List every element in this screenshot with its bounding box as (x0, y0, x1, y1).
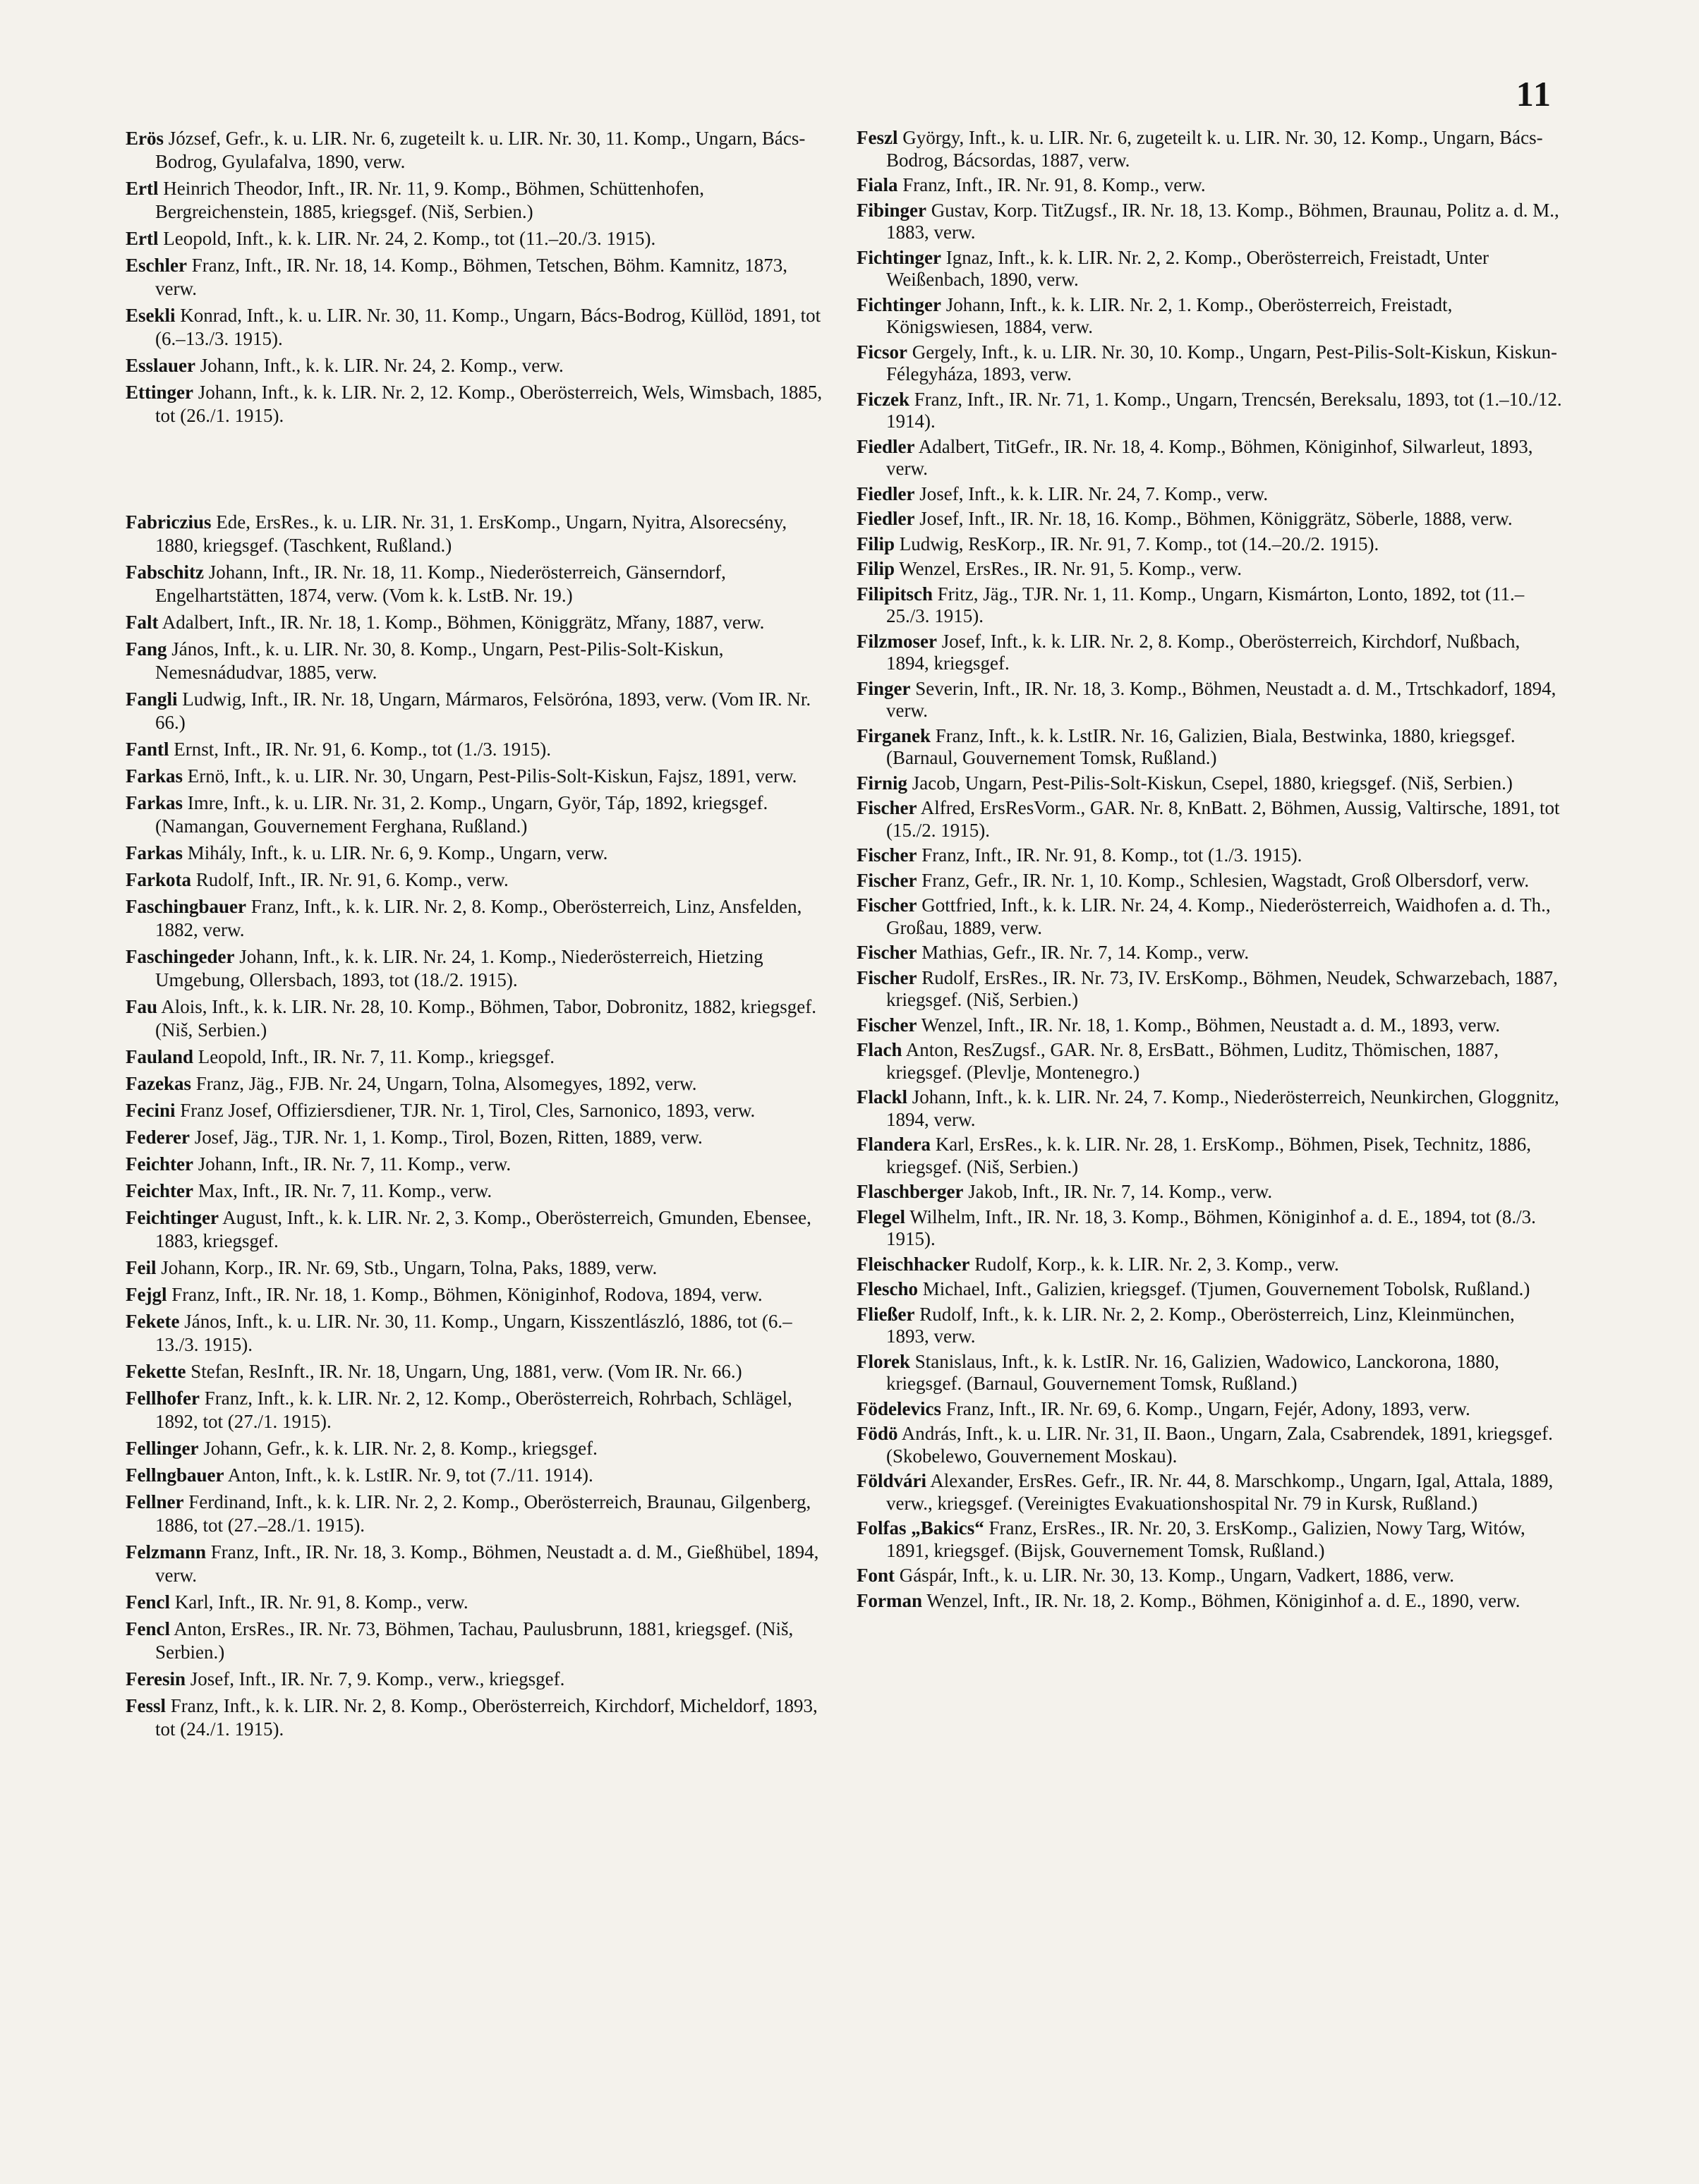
register-entry (126, 895, 831, 942)
register-entry (857, 1565, 1562, 1587)
register-entry (126, 1256, 831, 1280)
entry-surname: Flach (857, 1039, 902, 1060)
entry-surname: Farkas (126, 842, 183, 863)
entry-surname: Filipitsch (857, 583, 933, 605)
entry-surname: Fekette (126, 1361, 186, 1382)
register-entry (126, 1591, 831, 1614)
register-entry (126, 868, 831, 892)
entry-details: Jakob, Inft., IR. Nr. 7, 14. Komp., verw. (968, 1181, 1273, 1202)
entry-surname: Feresin (126, 1668, 186, 1689)
entry-details: Franz, Inft., IR. Nr. 18, 3. Komp., Böhmen, Neustadt a. d. M., Gießhübel, 1894, verw. (155, 1541, 819, 1586)
entry-surname: Fellngbauer (126, 1464, 224, 1486)
entry-details: Michael, Inft., Galizien, kriegsgef. (Tjumen, Gouvernement Tobolsk, Rußland.) (922, 1278, 1530, 1299)
register-entry (126, 765, 831, 788)
entry-details: József, Gefr., k. u. LIR. Nr. 6, zugeteilt k. u. LIR. Nr. 30, 11. Komp., Ungarn, Bács-Bodrog, Gyulafalva, 1890, verw. (155, 128, 806, 172)
entry-details: Franz, Inft., IR. Nr. 91, 8. Komp., verw. (902, 174, 1206, 195)
entry-surname: Flandera (857, 1134, 931, 1155)
entry-surname: Font (857, 1565, 895, 1586)
register-entry (126, 1668, 831, 1691)
entry-surname: Fiedler (857, 483, 915, 504)
entry-details: Johann, Inft., k. k. LIR. Nr. 24, 2. Komp., verw. (200, 355, 564, 376)
entry-details: Alexander, ErsRes. Gefr., IR. Nr. 44, 8. Marschkomp., Ungarn, Igal, Attala, 1889, verw., kriegsgef. (Vereinigtes Evakuationshospital Nr. 79 in Kursk, Rußland.) (886, 1470, 1554, 1514)
register-entry (857, 1351, 1562, 1395)
entry-details: Josef, Inft., k. k. LIR. Nr. 24, 7. Komp., verw. (919, 483, 1269, 504)
register-entry (126, 511, 831, 557)
register-entry (126, 1179, 831, 1203)
register-entry (126, 1126, 831, 1149)
entry-surname: Fangli (126, 688, 178, 710)
register-entry (126, 1045, 831, 1069)
entry-details: Rudolf, Inft., k. k. LIR. Nr. 2, 2. Komp., Oberösterreich, Linz, Kleinmünchen, 1893, verw. (886, 1303, 1515, 1347)
register-entry (126, 127, 831, 174)
entry-details: Josef, Jäg., TJR. Nr. 1, 1. Komp., Tirol, Bozen, Ritten, 1889, verw. (194, 1127, 703, 1148)
entry-surname: Fischer (857, 844, 917, 866)
register-entry (126, 1206, 831, 1253)
entry-details: Ferdinand, Inft., k. k. LIR. Nr. 2, 2. Komp., Oberösterreich, Braunau, Gilgenberg, 1886, tot (27.–28./1. 1915). (155, 1491, 811, 1536)
entry-surname: Fiedler (857, 435, 915, 457)
entry-surname: Eschler (126, 255, 187, 276)
entry-details: Franz Josef, Offiziersdiener, TJR. Nr. 1, Tirol, Cles, Sarnonico, 1893, verw. (180, 1100, 756, 1121)
entry-details: Alfred, ErsResVorm., GAR. Nr. 8, KnBatt. 2, Böhmen, Aussig, Valtirsche, 1891, tot (15./2. 1915). (886, 797, 1560, 841)
entry-details: Franz, Gefr., IR. Nr. 1, 10. Komp., Schlesien, Wagstadt, Groß Olbersdorf, verw. (921, 869, 1530, 891)
register-entry (857, 1181, 1562, 1203)
register-entry (126, 1541, 831, 1587)
entry-details: Johann, Korp., IR. Nr. 69, Stb., Ungarn, Tolna, Paks, 1889, verw. (161, 1257, 658, 1278)
entry-surname: Flaschberger (857, 1181, 964, 1202)
entry-details: Johann, Inft., IR. Nr. 7, 11. Komp., verw. (198, 1153, 512, 1175)
entry-surname: Fekete (126, 1311, 180, 1332)
entry-surname: Fencl (126, 1618, 170, 1639)
entry-details: Gustav, Korp. TitZugsf., IR. Nr. 18, 13. Komp., Böhmen, Braunau, Politz a. d. M., 1883, verw. (886, 199, 1559, 243)
entry-surname: Filip (857, 533, 895, 554)
entry-surname: Fischer (857, 869, 917, 891)
register-entry (857, 1254, 1562, 1276)
entry-details: August, Inft., k. k. LIR. Nr. 2, 3. Komp., Oberösterreich, Gmunden, Ebensee, 1883, kriegsgef. (155, 1207, 811, 1251)
entry-details: Gottfried, Inft., k. k. LIR. Nr. 24, 4. Komp., Niederösterreich, Waidhofen a. d. Th., Großau, 1889, verw. (886, 894, 1551, 938)
entry-details: Severin, Inft., IR. Nr. 18, 3. Komp., Böhmen, Neustadt a. d. M., Trtschkadorf, 1894, verw. (886, 677, 1556, 721)
register-entry (857, 678, 1562, 722)
register-entry (857, 341, 1562, 386)
register-entry (126, 1153, 831, 1176)
entry-surname: Fantl (126, 739, 169, 760)
register-entry (126, 561, 831, 607)
register-entry (857, 797, 1562, 842)
register-entry (126, 688, 831, 734)
register-entry (857, 436, 1562, 480)
register-entry (126, 1099, 831, 1122)
register-entry (857, 942, 1562, 964)
entry-details: Ignaz, Inft., k. k. LIR. Nr. 2, 2. Komp., Oberösterreich, Freistadt, Unter Weißenbach, 1890, verw. (886, 246, 1489, 290)
register-entry (857, 174, 1562, 197)
entry-surname: Farkas (126, 765, 183, 787)
register-entry (857, 294, 1562, 339)
entry-details: Adalbert, TitGefr., IR. Nr. 18, 4. Komp., Böhmen, Königinhof, Silwarleut, 1893, verw. (886, 435, 1533, 479)
entry-surname: Farkota (126, 869, 191, 890)
entry-details: Josef, Inft., IR. Nr. 18, 16. Komp., Böhmen, Königgrätz, Söberle, 1888, verw. (919, 508, 1513, 529)
entry-details: Leopold, Inft., k. k. LIR. Nr. 24, 2. Komp., tot (11.–20./3. 1915). (163, 228, 656, 249)
entry-details: Alois, Inft., k. k. LIR. Nr. 28, 10. Komp., Böhmen, Tabor, Dobronitz, 1882, kriegsgef. (Niš, Serbien.) (155, 996, 816, 1041)
entry-surname: Esslauer (126, 355, 196, 376)
entry-surname: Fencl (126, 1591, 170, 1613)
entry-surname: Filip (857, 558, 895, 579)
entry-details: Franz, Inft., IR. Nr. 71, 1. Komp., Ungarn, Trencsén, Bereksalu, 1893, tot (1.–10./12. 1914). (886, 388, 1562, 432)
entry-surname: Fellinger (126, 1438, 199, 1459)
register-entry (857, 772, 1562, 795)
register-entry (857, 247, 1562, 291)
entry-details: Johann, Inft., k. k. LIR. Nr. 24, 7. Komp., Niederösterreich, Neunkirchen, Gloggnitz, 1894, verw. (886, 1086, 1559, 1130)
register-entry (126, 638, 831, 684)
entry-details: Wenzel, ErsRes., IR. Nr. 91, 5. Komp., verw. (899, 558, 1242, 579)
entry-details: Franz, Inft., k. k. LIR. Nr. 2, 12. Komp., Oberösterreich, Rohrbach, Schlägel, 1892, tot (27./1. 1915). (155, 1388, 792, 1432)
register-entry (126, 254, 831, 301)
entry-surname: Fellner (126, 1491, 184, 1512)
register-entry (126, 1360, 831, 1383)
entry-details: Wenzel, Inft., IR. Nr. 18, 2. Komp., Böhmen, Königinhof a. d. E., 1890, verw. (926, 1589, 1520, 1611)
entry-details: Karl, Inft., IR. Nr. 91, 8. Komp., verw. (174, 1591, 468, 1613)
entry-surname: Finger (857, 677, 911, 699)
entry-details: Ernst, Inft., IR. Nr. 91, 6. Komp., tot (1./3. 1915). (174, 739, 551, 760)
entry-details: Franz, Inft., IR. Nr. 91, 8. Komp., tot (1./3. 1915). (921, 844, 1302, 866)
entry-details: Wenzel, Inft., IR. Nr. 18, 1. Komp., Böhmen, Neustadt a. d. M., 1893, verw. (921, 1014, 1500, 1036)
register-entry (126, 945, 831, 992)
entry-details: Heinrich Theodor, Inft., IR. Nr. 11, 9. Komp., Böhmen, Schüttenhofen, Bergreichenstein, 1885, kriegsgef. (Niš, Serbien.) (155, 178, 705, 222)
entry-details: Stefan, ResInft., IR. Nr. 18, Ungarn, Ung, 1881, verw. (Vom IR. Nr. 66.) (191, 1361, 742, 1382)
register-entry (126, 738, 831, 761)
entry-details: Ede, ErsRes., k. u. LIR. Nr. 31, 1. ErsKomp., Ungarn, Nyitra, Alsorecsény, 1880, kriegsgef. (Taschkent, Rußland.) (155, 511, 787, 556)
register-entry (857, 1206, 1562, 1251)
register-entry (126, 354, 831, 377)
entry-surname: Fauland (126, 1046, 194, 1067)
entry-details: Johann, Gefr., k. k. LIR. Nr. 2, 8. Komp., kriegsgef. (203, 1438, 598, 1459)
register-entry (857, 870, 1562, 892)
register-entry (126, 304, 831, 351)
entry-details: Johann, Inft., k. k. LIR. Nr. 2, 12. Komp., Oberösterreich, Wels, Wimsbach, 1885, tot (26./1. 1915). (155, 382, 823, 426)
entry-details: Konrad, Inft., k. u. LIR. Nr. 30, 11. Komp., Ungarn, Bács-Bodrog, Küllöd, 1891, tot (6.–13./3. 1915). (155, 305, 821, 349)
entry-surname: Fabriczius (126, 511, 212, 533)
entry-surname: Feichter (126, 1153, 193, 1175)
register-entry (857, 1517, 1562, 1562)
entry-details: Ludwig, ResKorp., IR. Nr. 91, 7. Komp., tot (14.–20./2. 1915). (899, 533, 1379, 554)
entry-surname: Fleischhacker (857, 1253, 970, 1275)
entry-surname: Erös (126, 128, 164, 149)
entry-details: György, Inft., k. u. LIR. Nr. 6, zugeteilt k. u. LIR. Nr. 30, 12. Komp., Ungarn, Bács-Bodrog, Bácsordas, 1887, verw. (886, 127, 1543, 171)
entry-surname: Fiala (857, 174, 898, 195)
register-entry (126, 227, 831, 250)
entry-surname: Fabschitz (126, 562, 204, 583)
entry-surname: Ettinger (126, 382, 193, 403)
entry-surname: Felzmann (126, 1541, 206, 1563)
entry-details: Ludwig, Inft., IR. Nr. 18, Ungarn, Mármaros, Felsöróna, 1893, verw. (Vom IR. Nr. 66.) (155, 688, 811, 733)
entry-surname: Farkas (126, 792, 183, 813)
register-entry (857, 558, 1562, 581)
entry-details: Stanislaus, Inft., k. k. LstIR. Nr. 16, Galizien, Wadowico, Lanckorona, 1880, kriegsgef. (Barnaul, Gouvernement Tomsk, Rußland.) (886, 1350, 1499, 1394)
register-entry (857, 725, 1562, 770)
entry-surname: Feil (126, 1257, 157, 1278)
entry-surname: Forman (857, 1589, 922, 1611)
register-entry (126, 1464, 831, 1487)
entry-surname: Fiedler (857, 508, 915, 529)
entry-surname: Fang (126, 638, 167, 660)
entry-details: Johann, Inft., k. k. LIR. Nr. 2, 1. Komp., Oberösterreich, Freistadt, Königswiesen, 1884, verw. (886, 293, 1453, 337)
entry-surname: Feichtinger (126, 1207, 219, 1228)
entry-surname: Fließer (857, 1303, 915, 1325)
entry-details: Johann, Inft., k. k. LIR. Nr. 24, 1. Komp., Niederösterreich, Hietzing Umgebung, Ollersbach, 1893, tot (18./2. 1915). (155, 946, 763, 990)
register-entry (857, 1086, 1562, 1131)
register-entry (857, 894, 1562, 939)
register-entry (126, 995, 831, 1042)
entry-surname: Faschingeder (126, 946, 235, 967)
register-entry (857, 1304, 1562, 1348)
page-number: 11 (1516, 74, 1552, 114)
entry-details: Rudolf, Korp., k. k. LIR. Nr. 2, 3. Komp., verw. (974, 1253, 1339, 1275)
entry-surname: Flescho (857, 1278, 918, 1299)
register-entry (857, 967, 1562, 1012)
register-entry (126, 1283, 831, 1306)
entry-surname: Fellhofer (126, 1388, 200, 1409)
entry-surname: Florek (857, 1350, 910, 1372)
entry-surname: Firnig (857, 772, 907, 794)
entry-details: Karl, ErsRes., k. k. LIR. Nr. 28, 1. ErsKomp., Böhmen, Pisek, Technitz, 1886, kriegsgef. (Niš, Serbien.) (886, 1134, 1532, 1177)
register-entry (857, 1134, 1562, 1178)
register-entry (126, 177, 831, 224)
entry-surname: Fischer (857, 966, 917, 988)
register-entry (126, 1072, 831, 1096)
entry-details: Franz, Inft., IR. Nr. 18, 14. Komp., Böhmen, Tetschen, Böhm. Kamnitz, 1873, verw. (155, 255, 788, 299)
entry-details: Franz, Inft., k. k. LIR. Nr. 2, 8. Komp., Oberösterreich, Kirchdorf, Micheldorf, 1893, tot (24./1. 1915). (155, 1695, 818, 1740)
register-entry (126, 1437, 831, 1460)
entry-details: Leopold, Inft., IR. Nr. 7, 11. Komp., kriegsgef. (198, 1046, 555, 1067)
register-entry (857, 533, 1562, 556)
entry-surname: Fecini (126, 1100, 176, 1121)
entry-details: Gergely, Inft., k. u. LIR. Nr. 30, 10. Komp., Ungarn, Pest-Pilis-Solt-Kiskun, Kiskun-Félegyháza, 1893, verw. (886, 341, 1557, 384)
entry-surname: Fejgl (126, 1284, 167, 1305)
entry-surname: Faschingbauer (126, 896, 247, 917)
entry-details: Rudolf, ErsRes., IR. Nr. 73, IV. ErsKomp., Böhmen, Neudek, Schwarzebach, 1887, kriegsgef. (Niš, Serbien.) (886, 966, 1558, 1010)
entry-surname: Fischer (857, 797, 917, 818)
register-entry (126, 1618, 831, 1664)
register-entry (857, 1590, 1562, 1613)
entry-details: Franz, Inft., IR. Nr. 69, 6. Komp., Ungarn, Fejér, Adony, 1893, verw. (945, 1397, 1470, 1419)
entry-surname: Fischer (857, 1014, 917, 1036)
register-entry (857, 200, 1562, 244)
entry-surname: Földvári (857, 1470, 926, 1491)
entry-details: Josef, Inft., IR. Nr. 7, 9. Komp., verw., kriegsgef. (190, 1668, 565, 1689)
entry-surname: Falt (126, 612, 159, 633)
entry-details: Johann, Inft., IR. Nr. 18, 11. Komp., Niederösterreich, Gänserndorf, Engelhartstätten, 1874, verw. (Vom k. k. LstB. Nr. 19.) (155, 562, 726, 606)
register-entry (857, 1278, 1562, 1301)
register-entry (126, 1694, 831, 1741)
register-entry (857, 583, 1562, 628)
register-entry (126, 1491, 831, 1537)
entry-surname: Fau (126, 996, 158, 1017)
entry-surname: Fibinger (857, 199, 926, 221)
entry-surname: Ficsor (857, 341, 907, 363)
entry-details: Anton, ErsRes., IR. Nr. 73, Böhmen, Tachau, Paulusbrunn, 1881, kriegsgef. (Niš, Serbien.) (155, 1618, 794, 1663)
entry-details: Josef, Inft., k. k. LIR. Nr. 2, 8. Komp., Oberösterreich, Kirchdorf, Nußbach, 1894, kriegsgef. (886, 630, 1520, 674)
entry-surname: Flegel (857, 1206, 905, 1227)
register-entry (857, 1398, 1562, 1421)
entry-surname: Fischer (857, 942, 917, 963)
entry-surname: Firganek (857, 724, 931, 746)
entry-surname: Fessl (126, 1695, 166, 1716)
entry-details: Wilhelm, Inft., IR. Nr. 18, 3. Komp., Böhmen, Königinhof a. d. E., 1894, tot (8./3. 1915). (886, 1206, 1536, 1249)
register-entry (857, 631, 1562, 675)
register-entry (857, 1470, 1562, 1515)
entry-details: Mihály, Inft., k. u. LIR. Nr. 6, 9. Komp., Ungarn, verw. (187, 842, 608, 863)
entry-surname: Feichter (126, 1180, 193, 1201)
register-entry (857, 1014, 1562, 1037)
register-entry (857, 1423, 1562, 1467)
register-entry (857, 389, 1562, 433)
entry-surname: Esekli (126, 305, 176, 326)
register-entry (857, 844, 1562, 867)
entry-details: Imre, Inft., k. u. LIR. Nr. 31, 2. Komp., Ungarn, Györ, Táp, 1892, kriegsgef. (Namangan, Gouvernement Ferghana, Rußland.) (155, 792, 768, 837)
left-column (126, 127, 831, 1745)
entry-details: Mathias, Gefr., IR. Nr. 7, 14. Komp., verw. (921, 942, 1250, 963)
entry-details: Franz, Jäg., FJB. Nr. 24, Ungarn, Tolna, Alsomegyes, 1892, verw. (195, 1073, 697, 1094)
entry-surname: Födö (857, 1423, 898, 1444)
entry-details: Franz, Inft., k. k. LIR. Nr. 2, 8. Komp., Oberösterreich, Linz, Ansfelden, 1882, verw. (155, 896, 802, 940)
entry-surname: Ertl (126, 178, 159, 199)
register-entry (126, 842, 831, 865)
register-entry (857, 1039, 1562, 1084)
register-entry (857, 127, 1562, 171)
entry-details: Franz, ErsRes., IR. Nr. 20, 3. ErsKomp., Galizien, Nowy Targ, Witów, 1891, kriegsgef. (Bijsk, Gouvernement Tomsk, Rußland.) (886, 1517, 1525, 1561)
entry-details: Anton, Inft., k. k. LstIR. Nr. 9, tot (7./11. 1914). (227, 1464, 593, 1486)
entry-details: András, Inft., k. u. LIR. Nr. 31, II. Baon., Ungarn, Zala, Csabrendek, 1891, kriegsgef. (Skobelewo, Gouvernement Moskau). (886, 1423, 1553, 1467)
entry-details: Franz, Inft., IR. Nr. 18, 1. Komp., Böhmen, Königinhof, Rodova, 1894, verw. (171, 1284, 763, 1305)
entry-details: Anton, ResZugsf., GAR. Nr. 8, ErsBatt., Böhmen, Luditz, Thömischen, 1887, kriegsgef. (Plevlje, Montenegro.) (886, 1039, 1499, 1083)
entry-surname: Folfas „Bakics“ (857, 1517, 984, 1539)
register-entry (126, 1387, 831, 1433)
entry-surname: Födelevics (857, 1397, 941, 1419)
entry-surname: Fichtinger (857, 246, 941, 268)
entry-details: János, Inft., k. u. LIR. Nr. 30, 8. Komp., Ungarn, Pest-Pilis-Solt-Kiskun, Nemesnádudvar, 1885, verw. (155, 638, 724, 683)
entry-details: Franz, Inft., k. k. LstIR. Nr. 16, Galizien, Biala, Bestwinka, 1880, kriegsgef. (Barnaul, Gouvernement Tomsk, Rußland.) (886, 724, 1516, 768)
entry-details: Fritz, Jäg., TJR. Nr. 1, 11. Komp., Ungarn, Kismárton, Lonto, 1892, tot (11.–25./3. 1915). (886, 583, 1525, 626)
entry-surname: Fazekas (126, 1073, 191, 1094)
entry-details: János, Inft., k. u. LIR. Nr. 30, 11. Komp., Ungarn, Kisszentlászló, 1886, tot (6.–13./3. 1915). (155, 1311, 792, 1355)
right-column (857, 127, 1562, 1615)
register-entry (126, 611, 831, 634)
register-entry (126, 381, 831, 427)
entry-details: Jacob, Ungarn, Pest-Pilis-Solt-Kiskun, Csepel, 1880, kriegsgef. (Niš, Serbien.) (912, 772, 1513, 794)
entry-surname: Feszl (857, 127, 898, 148)
register-entry (857, 483, 1562, 506)
entry-details: Ernö, Inft., k. u. LIR. Nr. 30, Ungarn, Pest-Pilis-Solt-Kiskun, Fajsz, 1891, verw. (187, 765, 797, 787)
entry-details: Max, Inft., IR. Nr. 7, 11. Komp., verw. (198, 1180, 492, 1201)
entry-details: Adalbert, Inft., IR. Nr. 18, 1. Komp., Böhmen, Königgrätz, Mřany, 1887, verw. (162, 612, 765, 633)
entry-surname: Fichtinger (857, 293, 941, 315)
entry-surname: Fischer (857, 894, 917, 916)
entry-surname: Ficzek (857, 388, 909, 410)
entry-details: Gáspár, Inft., k. u. LIR. Nr. 30, 13. Komp., Ungarn, Vadkert, 1886, verw. (899, 1565, 1455, 1586)
entry-details: Rudolf, Inft., IR. Nr. 91, 6. Komp., verw. (195, 869, 509, 890)
entry-surname: Filzmoser (857, 630, 937, 652)
register-entry (857, 508, 1562, 530)
entry-surname: Ertl (126, 228, 159, 249)
entry-surname: Federer (126, 1127, 190, 1148)
register-entry (126, 1310, 831, 1357)
register-entry (126, 791, 831, 838)
entry-surname: Flackl (857, 1086, 907, 1108)
